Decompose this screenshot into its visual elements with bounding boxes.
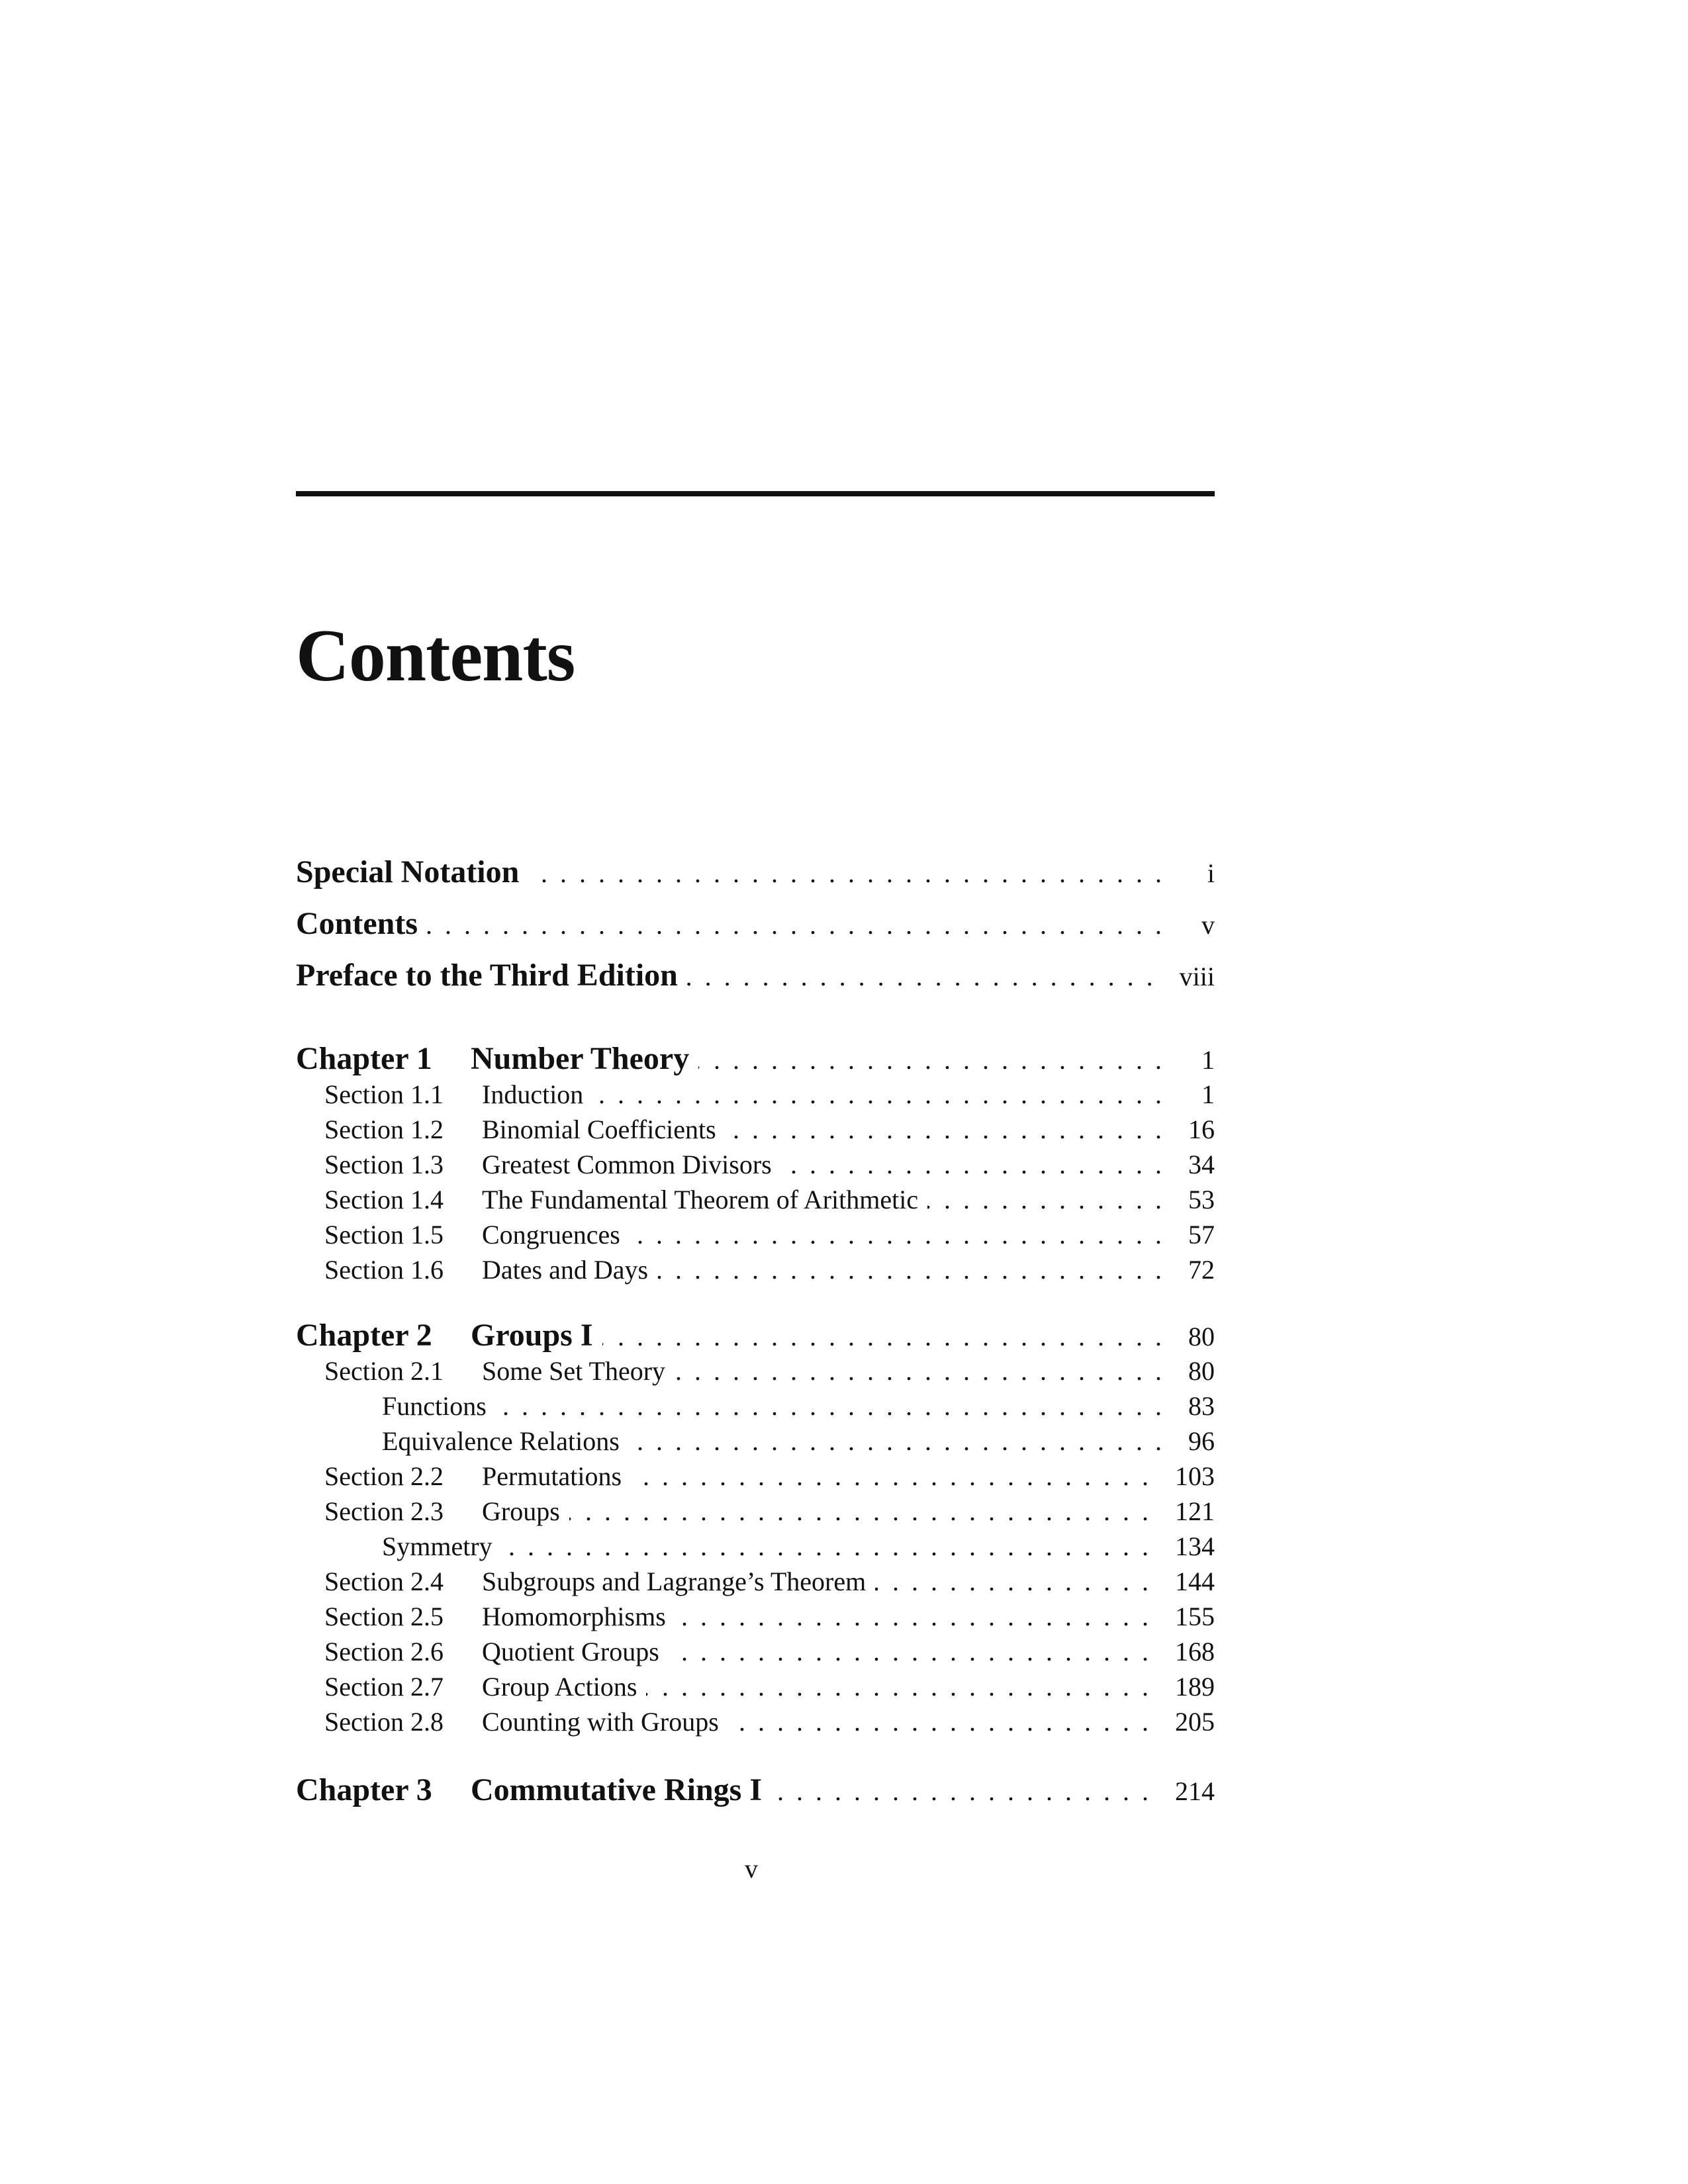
toc-entry-special-notation[interactable] [296,854,1215,893]
chapter-label: Chapter 1 [296,1041,432,1076]
section-label: Section 2.1 [324,1356,444,1386]
toc-page-number: 34 [1188,1150,1215,1179]
section-title: Permutations [482,1461,622,1491]
toc-page-number: 189 [1175,1672,1215,1702]
section-label: Section 1.6 [324,1255,444,1285]
section-label: Section 2.6 [324,1637,444,1666]
toc-subsection-symmetry[interactable] [296,1531,1215,1570]
section-title: Congruences [482,1220,620,1250]
chapter-title: Groups I [471,1318,593,1353]
section-label: Section 2.5 [324,1602,444,1631]
toc-page-number: 72 [1188,1255,1215,1285]
toc-page-number: 214 [1175,1776,1215,1806]
chapter-label: Chapter 2 [296,1318,432,1353]
section-title: Binomial Coefficients [482,1115,716,1144]
dot-leader [669,1636,1149,1667]
section-title: Homomorphisms [482,1602,666,1631]
toc-page-number: 1 [1201,1045,1215,1075]
section-label: Section 1.3 [324,1150,444,1179]
dot-leader [502,1531,1149,1562]
dot-leader [592,1079,1162,1110]
subsection-title: Symmetry [382,1531,492,1561]
toc-section-2-5[interactable] [296,1601,1215,1641]
toc-page-number: 80 [1188,1322,1215,1351]
toc-section-1-1[interactable] [296,1079,1215,1118]
dot-leader [728,1706,1149,1737]
section-title: Groups [482,1496,560,1526]
dot-leader [781,1149,1162,1180]
section-label: Section 2.2 [324,1461,444,1491]
toc-page-number: 53 [1188,1185,1215,1214]
toc-section-1-3[interactable] [296,1149,1215,1189]
toc-chapter-2[interactable] [296,1317,1215,1357]
section-label: Section 2.8 [324,1707,444,1737]
toc-section-2-8[interactable] [296,1706,1215,1746]
section-label: Section 1.5 [324,1220,444,1250]
section-label: Section 2.3 [324,1496,444,1526]
dot-leader [726,1114,1162,1145]
page-title: Contents [296,615,575,697]
toc-section-1-4[interactable] [296,1184,1215,1224]
section-label: Section 2.7 [324,1672,444,1702]
chapter-title: Commutative Rings I [471,1772,762,1807]
toc-page-number: 155 [1175,1602,1215,1631]
subsection-title: Functions [382,1391,487,1421]
dot-leader [675,1355,1162,1387]
dot-leader [875,1566,1149,1597]
toc-section-2-7[interactable] [296,1671,1215,1711]
toc-section-2-1[interactable] [296,1355,1215,1395]
toc-page-number: 103 [1175,1461,1215,1491]
section-title: Greatest Common Divisors [482,1150,772,1179]
dot-leader [630,1219,1162,1250]
toc-section-1-2[interactable] [296,1114,1215,1154]
section-label: Section 1.2 [324,1115,444,1144]
dot-leader [631,1461,1149,1492]
toc-entry-preface[interactable] [296,957,1215,997]
dot-leader [927,1184,1162,1215]
top-rule [296,491,1215,496]
section-title: Counting with Groups [482,1707,719,1737]
section-title: Some Set Theory [482,1356,666,1386]
toc-page-number: 205 [1175,1707,1215,1737]
toc-entry-contents[interactable] [296,905,1215,945]
dot-leader [569,1496,1149,1527]
dot-leader [675,1601,1149,1632]
dot-leader [427,909,1162,940]
toc-page-number: v [1201,910,1215,940]
dot-leader [771,1776,1149,1807]
section-title: Quotient Groups [482,1637,659,1666]
dot-leader [698,1044,1162,1075]
toc-entry-title: Preface to the Third Edition [296,958,678,993]
toc-entry-title: Contents [296,906,418,941]
toc-page-number: 80 [1188,1356,1215,1386]
toc-section-2-6[interactable] [296,1636,1215,1676]
toc-page-number: 57 [1188,1220,1215,1250]
toc-section-2-3[interactable] [296,1496,1215,1535]
section-label: Section 2.4 [324,1567,444,1596]
dot-leader [657,1254,1162,1285]
chapter-title: Number Theory [471,1041,690,1076]
toc-page-number: 134 [1175,1531,1215,1561]
page-number-footer: v [745,1854,758,1884]
toc-page-number: 121 [1175,1496,1215,1526]
section-label: Section 1.1 [324,1079,444,1109]
section-label: Section 1.4 [324,1185,444,1214]
dot-leader [646,1671,1149,1702]
toc-entry-title: Special Notation [296,854,520,889]
section-title: The Fundamental Theorem of Arithmetic [482,1185,919,1214]
toc-section-2-2[interactable] [296,1461,1215,1500]
section-title: Induction [482,1079,584,1109]
toc-page-number: viii [1179,962,1215,991]
toc-page-number: 168 [1175,1637,1215,1666]
section-title: Dates and Days [482,1255,649,1285]
toc-chapter-3[interactable] [296,1772,1215,1811]
toc-page-number: 83 [1188,1391,1215,1421]
toc-section-2-4[interactable] [296,1566,1215,1606]
toc-section-1-6[interactable] [296,1254,1215,1294]
dot-leader [496,1390,1162,1422]
dot-leader [602,1321,1162,1352]
toc-page-number: i [1207,858,1215,888]
chapter-label: Chapter 3 [296,1772,432,1807]
toc-subsection-equivalence-relations[interactable] [296,1426,1215,1465]
toc-page-number: 16 [1188,1115,1215,1144]
section-title: Subgroups and Lagrange’s Theorem [482,1567,867,1596]
toc-chapter-1[interactable] [296,1040,1215,1080]
toc-page-number: 144 [1175,1567,1215,1596]
dot-leader [629,1426,1162,1457]
dot-leader [687,961,1153,992]
toc-page-number: 1 [1201,1079,1215,1109]
dot-leader [528,858,1162,889]
toc-subsection-functions[interactable] [296,1390,1215,1430]
section-title: Group Actions [482,1672,637,1702]
subsection-title: Equivalence Relations [382,1426,620,1456]
toc-page-number: 96 [1188,1426,1215,1456]
toc-section-1-5[interactable] [296,1219,1215,1259]
